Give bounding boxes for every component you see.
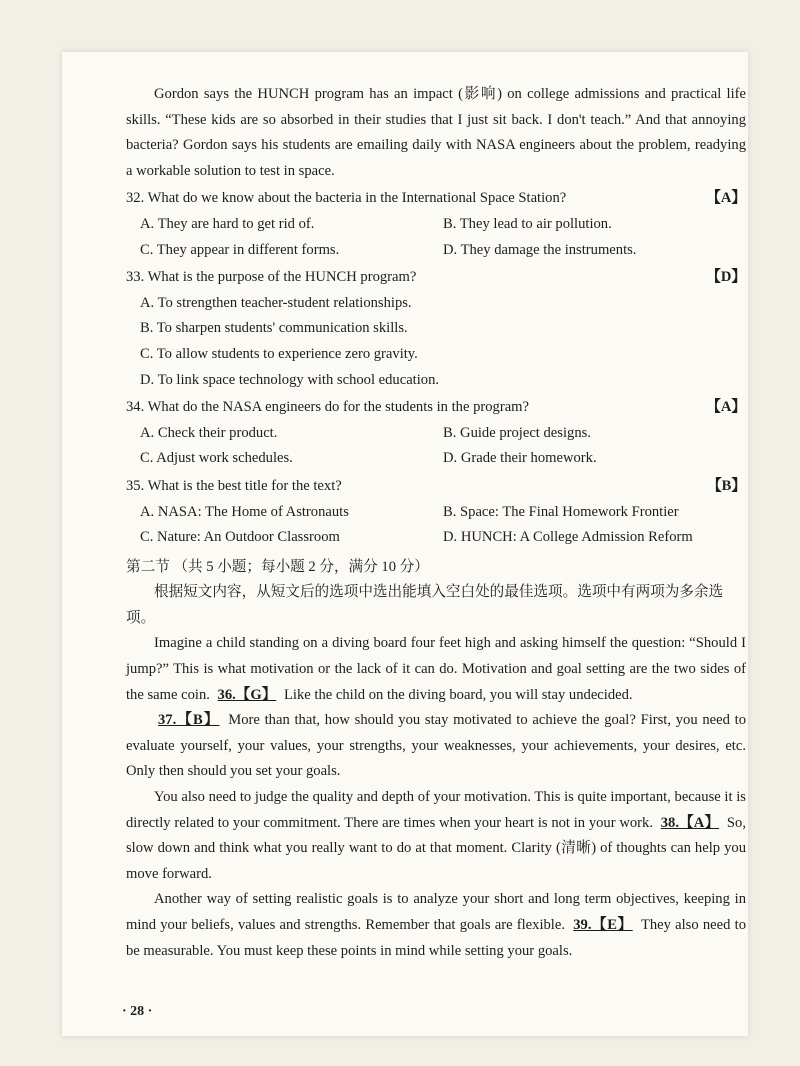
passage-paragraph	[126, 708, 746, 785]
option-d: D. Grade their homework.	[443, 450, 597, 467]
option-b: B. To sharpen students' communication skills.	[140, 320, 408, 337]
option-b: B. Space: The Final Homework Frontier	[443, 503, 679, 520]
option-c: C. Nature: An Outdoor Classroom	[140, 529, 340, 546]
paragraph-text: More than that, how should you stay motivated to achieve the goal? First, you need to evaluate yourself, your values, your strengths, your weaknesses, your achievements, your desires, etc. Only then should you set your goals.	[126, 712, 746, 780]
option-a: A. To strengthen teacher-student relationships.	[140, 294, 412, 311]
answer-key: 【D】	[706, 269, 746, 286]
option-a: A. They are hard to get rid of.	[140, 215, 315, 232]
answer-key: 【B】	[707, 477, 746, 494]
question-stem: 33. What is the purpose of the HUNCH program?	[126, 269, 417, 286]
blank-36: 36.【G】	[217, 686, 277, 703]
passage-paragraph: Gordon says the HUNCH program has an impact (影响) on college admissions and practical life skills. “These kids are so absorbed in their studies that I just sit back. I don't teach.” And that annoying bacteria? Gordon says his students are emailing daily with NASA engineers about the problem, readying a workable solution to test in space.	[126, 86, 746, 179]
question-33	[126, 265, 746, 393]
option-a: A. Check their product.	[140, 424, 278, 441]
option-b: B. Guide project designs.	[443, 424, 591, 441]
option-b: B. They lead to air pollution.	[443, 215, 612, 232]
option-d: D. HUNCH: A College Admission Reform	[443, 529, 693, 546]
page-number: · 28 ·	[122, 1004, 153, 1019]
page-content	[126, 82, 746, 964]
question-32	[126, 186, 746, 263]
question-stem: 32. What do we know about the bacteria in the International Space Station?	[126, 190, 567, 207]
answer-key: 【A】	[706, 190, 746, 207]
passage-paragraph	[126, 631, 746, 708]
option-a: A. NASA: The Home of Astronauts	[140, 503, 349, 520]
paragraph-text: You also need to judge the quality and depth of your motivation. This is quite important, because it is directly related to your commitment. There are times when your heart is not in your work.	[126, 789, 746, 831]
answer-key: 【A】	[706, 399, 746, 416]
option-d: D. To link space technology with school education.	[140, 371, 440, 388]
question-35	[126, 474, 746, 551]
section-heading: 第二节 （共 5 小题；每小题 2 分，满分 10 分）	[126, 558, 429, 575]
option-c: C. They appear in different forms.	[140, 241, 340, 258]
paragraph-text: So, slow down and think what you really want to do at that moment. Clarity (清晰) of thoughts can help you move forward.	[126, 814, 746, 882]
blank-37: 37.【B】	[158, 712, 220, 729]
blank-38: 38.【A】	[660, 814, 720, 831]
option-c: C. To allow students to experience zero gravity.	[140, 345, 418, 362]
passage-paragraph	[126, 785, 746, 887]
option-c: C. Adjust work schedules.	[140, 450, 293, 467]
paragraph-text: Like the child on the diving board, you will stay undecided.	[284, 686, 633, 703]
question-stem: 34. What do the NASA engineers do for the students in the program?	[126, 399, 530, 416]
paragraph-text: They also need to be measurable. You must keep these points in mind while setting your goals.	[126, 917, 747, 959]
paragraph-text: Another way of setting realistic goals is to analyze your short and long term objectives, keeping in mind your beliefs, values and strengths. Remember that goals are flexible.	[126, 891, 746, 933]
option-d: D. They damage the instruments.	[443, 241, 637, 258]
exam-page	[62, 52, 748, 1036]
question-stem: 35. What is the best title for the text?	[126, 477, 342, 494]
section-instruction: 根据短文内容，从短文后的选项中选出能填入空白处的最佳选项。选项中有两项为多余选项。	[126, 584, 724, 626]
question-34	[126, 395, 746, 472]
paragraph-text: Imagine a child standing on a diving board four feet high and asking himself the question: “Should I jump?” This is what motivation or the lack of it can do. Motivation and goal setting are the two sides of the same coin.	[126, 635, 746, 703]
passage-paragraph	[126, 887, 746, 964]
blank-39: 39.【E】	[573, 917, 633, 933]
